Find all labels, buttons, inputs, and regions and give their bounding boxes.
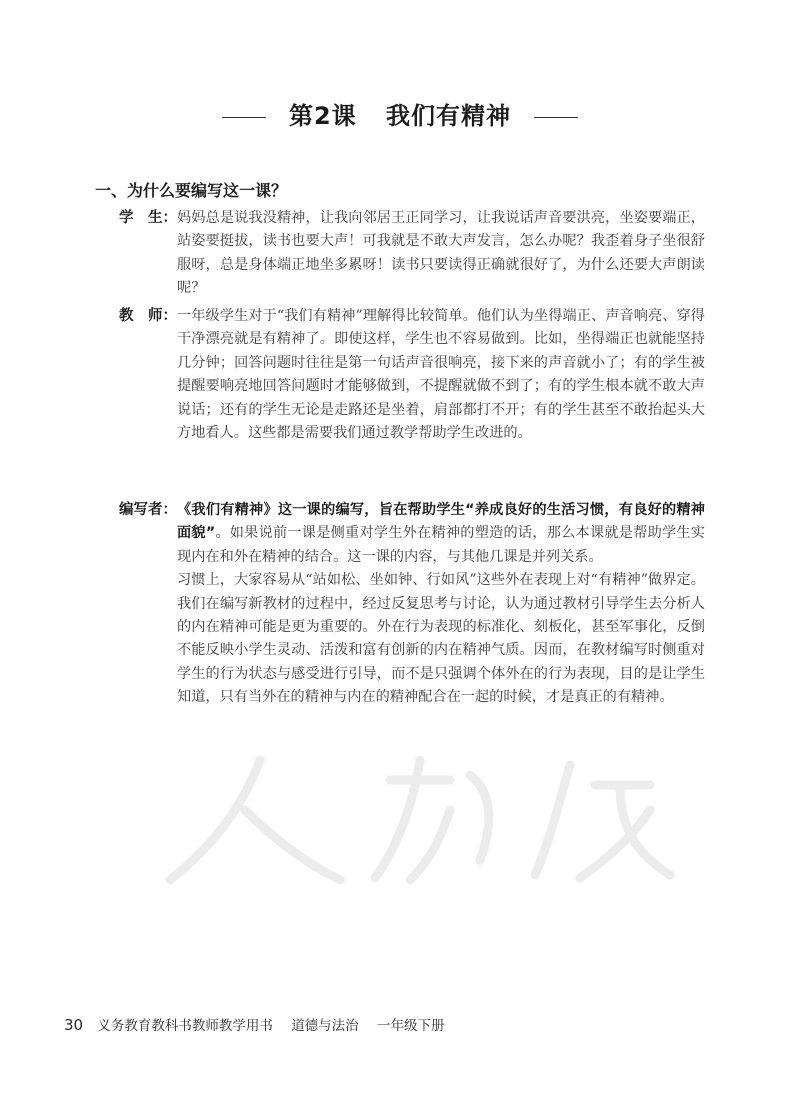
- publisher-watermark-logo: [150, 740, 710, 890]
- lesson-name: 我们有精神: [386, 102, 512, 130]
- student-paragraph: 妈妈总是说我没精神，让我向邻居王正同学习，让我说话声音要洪亮，坐姿要端正，站姿要挺拔，读书也要大声！可我就是不敢大声发言，怎么办呢？我歪着身子坐很舒服呀，总是身体端正地坐多累呀！读书只要读得正确就很好了，为什么还要大声朗读呢？: [177, 210, 705, 297]
- teacher-entry: [95, 305, 705, 445]
- page-footer: [64, 1014, 444, 1034]
- title-left-rule: [222, 117, 266, 118]
- teacher-speaker-label: 教 师：: [119, 308, 177, 324]
- editor-speaker-label: 编写者：: [119, 502, 177, 518]
- editor-highlight-text: 《我们有精神》这一课的编写，旨在帮助学生“养成良好的生活习惯，有良好的精神面貌”: [177, 502, 705, 542]
- title-right-rule: [534, 117, 578, 118]
- footer-book-title: 义务教育教科书教师教学用书: [97, 1018, 273, 1034]
- teacher-paragraph: 一年级学生对于“我们有精神”理解得比较简单。他们认为坐得端正、声音响亮、穿得干净漂亮就是有精神了。即使这样，学生也不容易做到。比如，坐得端正也就能坚持几分钟；回答问题时往往是第一句话声音很响亮，接下来的声音就小了；有的学生被提醒要响亮地回答问题时才能够做到，不提醒就做不到了；有的学生根本就不敢大声说话；还有的学生无论是走路还是坐着，肩部都打不开；有的学生甚至不敢抬起头大方地看人。这些都是需要我们通过教学帮助学生改进的。: [177, 308, 705, 442]
- student-entry: [95, 207, 705, 301]
- lesson-number: 第2课: [288, 102, 357, 130]
- footer-grade: 一年级下册: [376, 1018, 445, 1034]
- lesson-title: [0, 96, 800, 131]
- footer-subject: 道德与法治: [291, 1018, 359, 1034]
- editor-body-text: 。如果说前一课是侧重对学生外在精神的塑造的话，那么本课就是帮助学生实现内在和外在精神的结合。这一课的内容，与其他几课是并列关系。: [177, 525, 705, 565]
- editor-paragraph: [177, 499, 705, 569]
- editor-entry: [95, 499, 705, 710]
- editor-paragraph-2: 习惯上，大家容易从“站如松、坐如钟、行如风”这些外在表现上对“有精神”做界定。我们在编写新教材的过程中，经过反复思考与讨论，认为通过教材引导学生去分析人的内在精神可能是更为重要的。外在行为表现的标准化、刻板化，甚至军事化，反倒不能反映小学生灵动、活泼和富有创新的内在精神气质。因而，在教材编写时侧重对学生的行为状态与感受进行引导，而不是只强调个体外在的行为表现，目的是让学生知道，只有当外在的精神与内在的精神配合在一起的时候，才是真正的有精神。: [177, 572, 705, 706]
- section-heading: 一、为什么要编写这一课？: [95, 181, 288, 200]
- page-number: 30: [64, 1016, 84, 1034]
- student-speaker-label: 学 生：: [119, 210, 177, 226]
